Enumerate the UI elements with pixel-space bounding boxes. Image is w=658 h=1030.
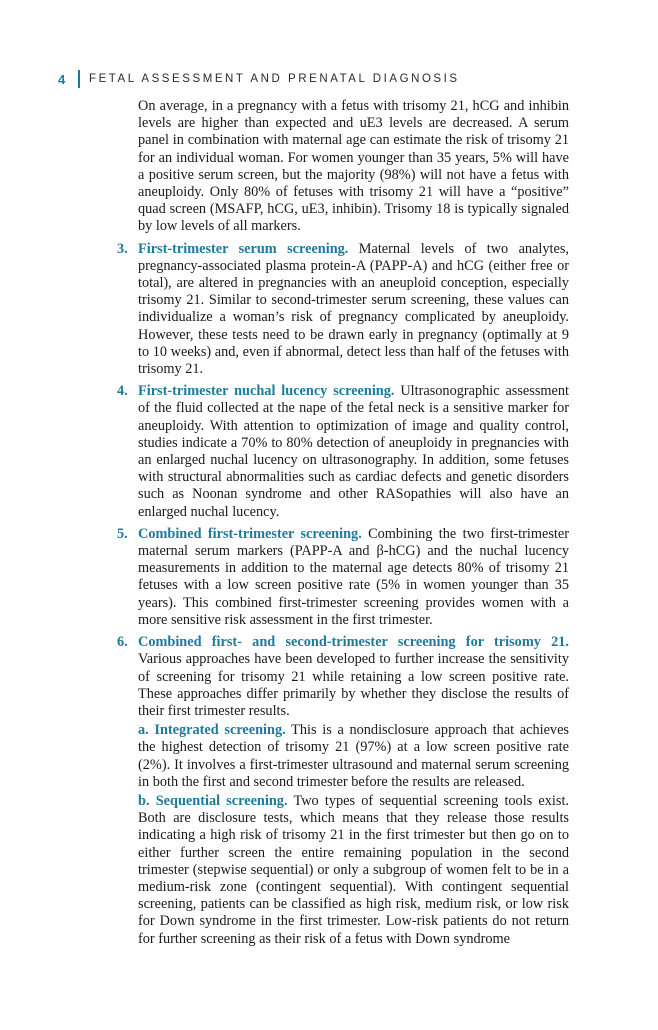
subitem-sequential-screening (138, 793, 569, 948)
list-item-5 (117, 525, 569, 629)
page-header (58, 70, 460, 88)
numbered-list (117, 240, 570, 948)
list-item-4 (117, 383, 569, 521)
item-text: Combining the two first-trimester maternal serum markers (PAPP-A and β-hCG) and the nuchal lucency measurements in addition to the maternal age detects 80% of trisomy 21 fetuses with a low screen positive rate (5% in women younger than 35 years). This combined first-trimester screening provides women with a more sensitive risk assessment in the first trimester. (138, 525, 569, 628)
item-heading: First-trimester serum screening. (138, 240, 349, 257)
item-text: Maternal levels of two analytes, pregnancy-associated plasma protein-A (PAPP-A) and hCG (either free or total), are altered in pregnancies with an aneuploid conception, especially trisomy 21. Similar to second-trimester serum screening, these values can individualize a woman’s risk of pregnancy complicated by aneuploidy. However, these tests need to be drawn early in pregnancy (optimally at 9 to 10 weeks) and, even if abnormal, detect less than half of the fetuses with trisomy 21. (138, 240, 570, 378)
item-text: Ultrasonographic assessment of the fluid collected at the nape of the fetal neck is a sensitive marker for aneuploidy. With attention to optimization of image and quality control, studies indicate a 70% to 80% detection of aneuploidy in pregnancies with an enlarged nuchal lucency on ultrasonography. In addition, some fetuses with structural abnormalities such as cardiac defects and genetic disorders such as Noonan syndrome and other RASopathies will also have an enlarged nuchal lucency. (138, 383, 569, 520)
running-head: FETAL ASSESSMENT AND PRENATAL DIAGNOSIS (89, 73, 460, 85)
item-text: Various approaches have been developed to further increase the sensitivity of screening for trisomy 21 while retaining a low screen positive rate. These approaches differ primarily by whether they disclose the results of their first trimester results. (138, 651, 569, 719)
header-divider (78, 70, 80, 88)
item-heading: Combined first- and second-trimester screening for trisomy 21. (138, 634, 569, 651)
body-text (117, 98, 570, 948)
item-number: 5. (117, 525, 128, 542)
item-number: 6. (117, 634, 128, 651)
subitem-text: This is a nondisclosure approach that achieves the highest detection of trisomy 21 (97%) at a low screen positive rate (2%). It involves a first-trimester ultrasound and maternal serum screening in both the first and second trimester before the results are released. (138, 722, 569, 790)
subitem-heading: a. Integrated screening. (138, 722, 286, 739)
intro-paragraph: On average, in a pregnancy with a fetus with trisomy 21, hCG and inhibin levels are higher than expected and uE3 levels are decreased. A serum panel in combination with maternal age can estimate the risk of trisomy 21 for an individual woman. For women younger than 35 years, 5% will have a positive serum screen, but the majority (98%) will not have a fetus with aneuploidy. Only 80% of fetuses with trisomy 21 will have a “positive” quad screen (MSAFP, hCG, uE3, inhibin). Trisomy 18 is typically signaled by low levels of all markers. (138, 98, 569, 235)
page-number: 4 (58, 71, 66, 87)
subitem-integrated-screening (138, 722, 569, 791)
item-number: 3. (117, 240, 128, 257)
subitem-heading: b. Sequential screening. (138, 792, 288, 809)
subitem-text: Two types of sequential screening tools exist. Both are disclosure tests, which means that they release those results indicating a high risk of trisomy 21 in the first trimester but then go on to either further screen the entire remaining population in the second trimester (stepwise sequential) or only a subgroup of women felt to be in a medium-risk zone (contingent sequential). With contingent sequential screening, patients can be classified as high risk, medium risk, or low risk for Down syndrome in the first trimester. Low-risk patients do not return for further screening as their risk of a fetus with Down syndrome (138, 792, 570, 947)
item-heading: First-trimester nuchal lucency screening. (138, 383, 395, 400)
item-heading: Combined first-trimester screening. (138, 525, 362, 542)
list-item-3 (117, 240, 570, 379)
list-item-6 (117, 634, 570, 948)
item-number: 4. (117, 383, 128, 400)
